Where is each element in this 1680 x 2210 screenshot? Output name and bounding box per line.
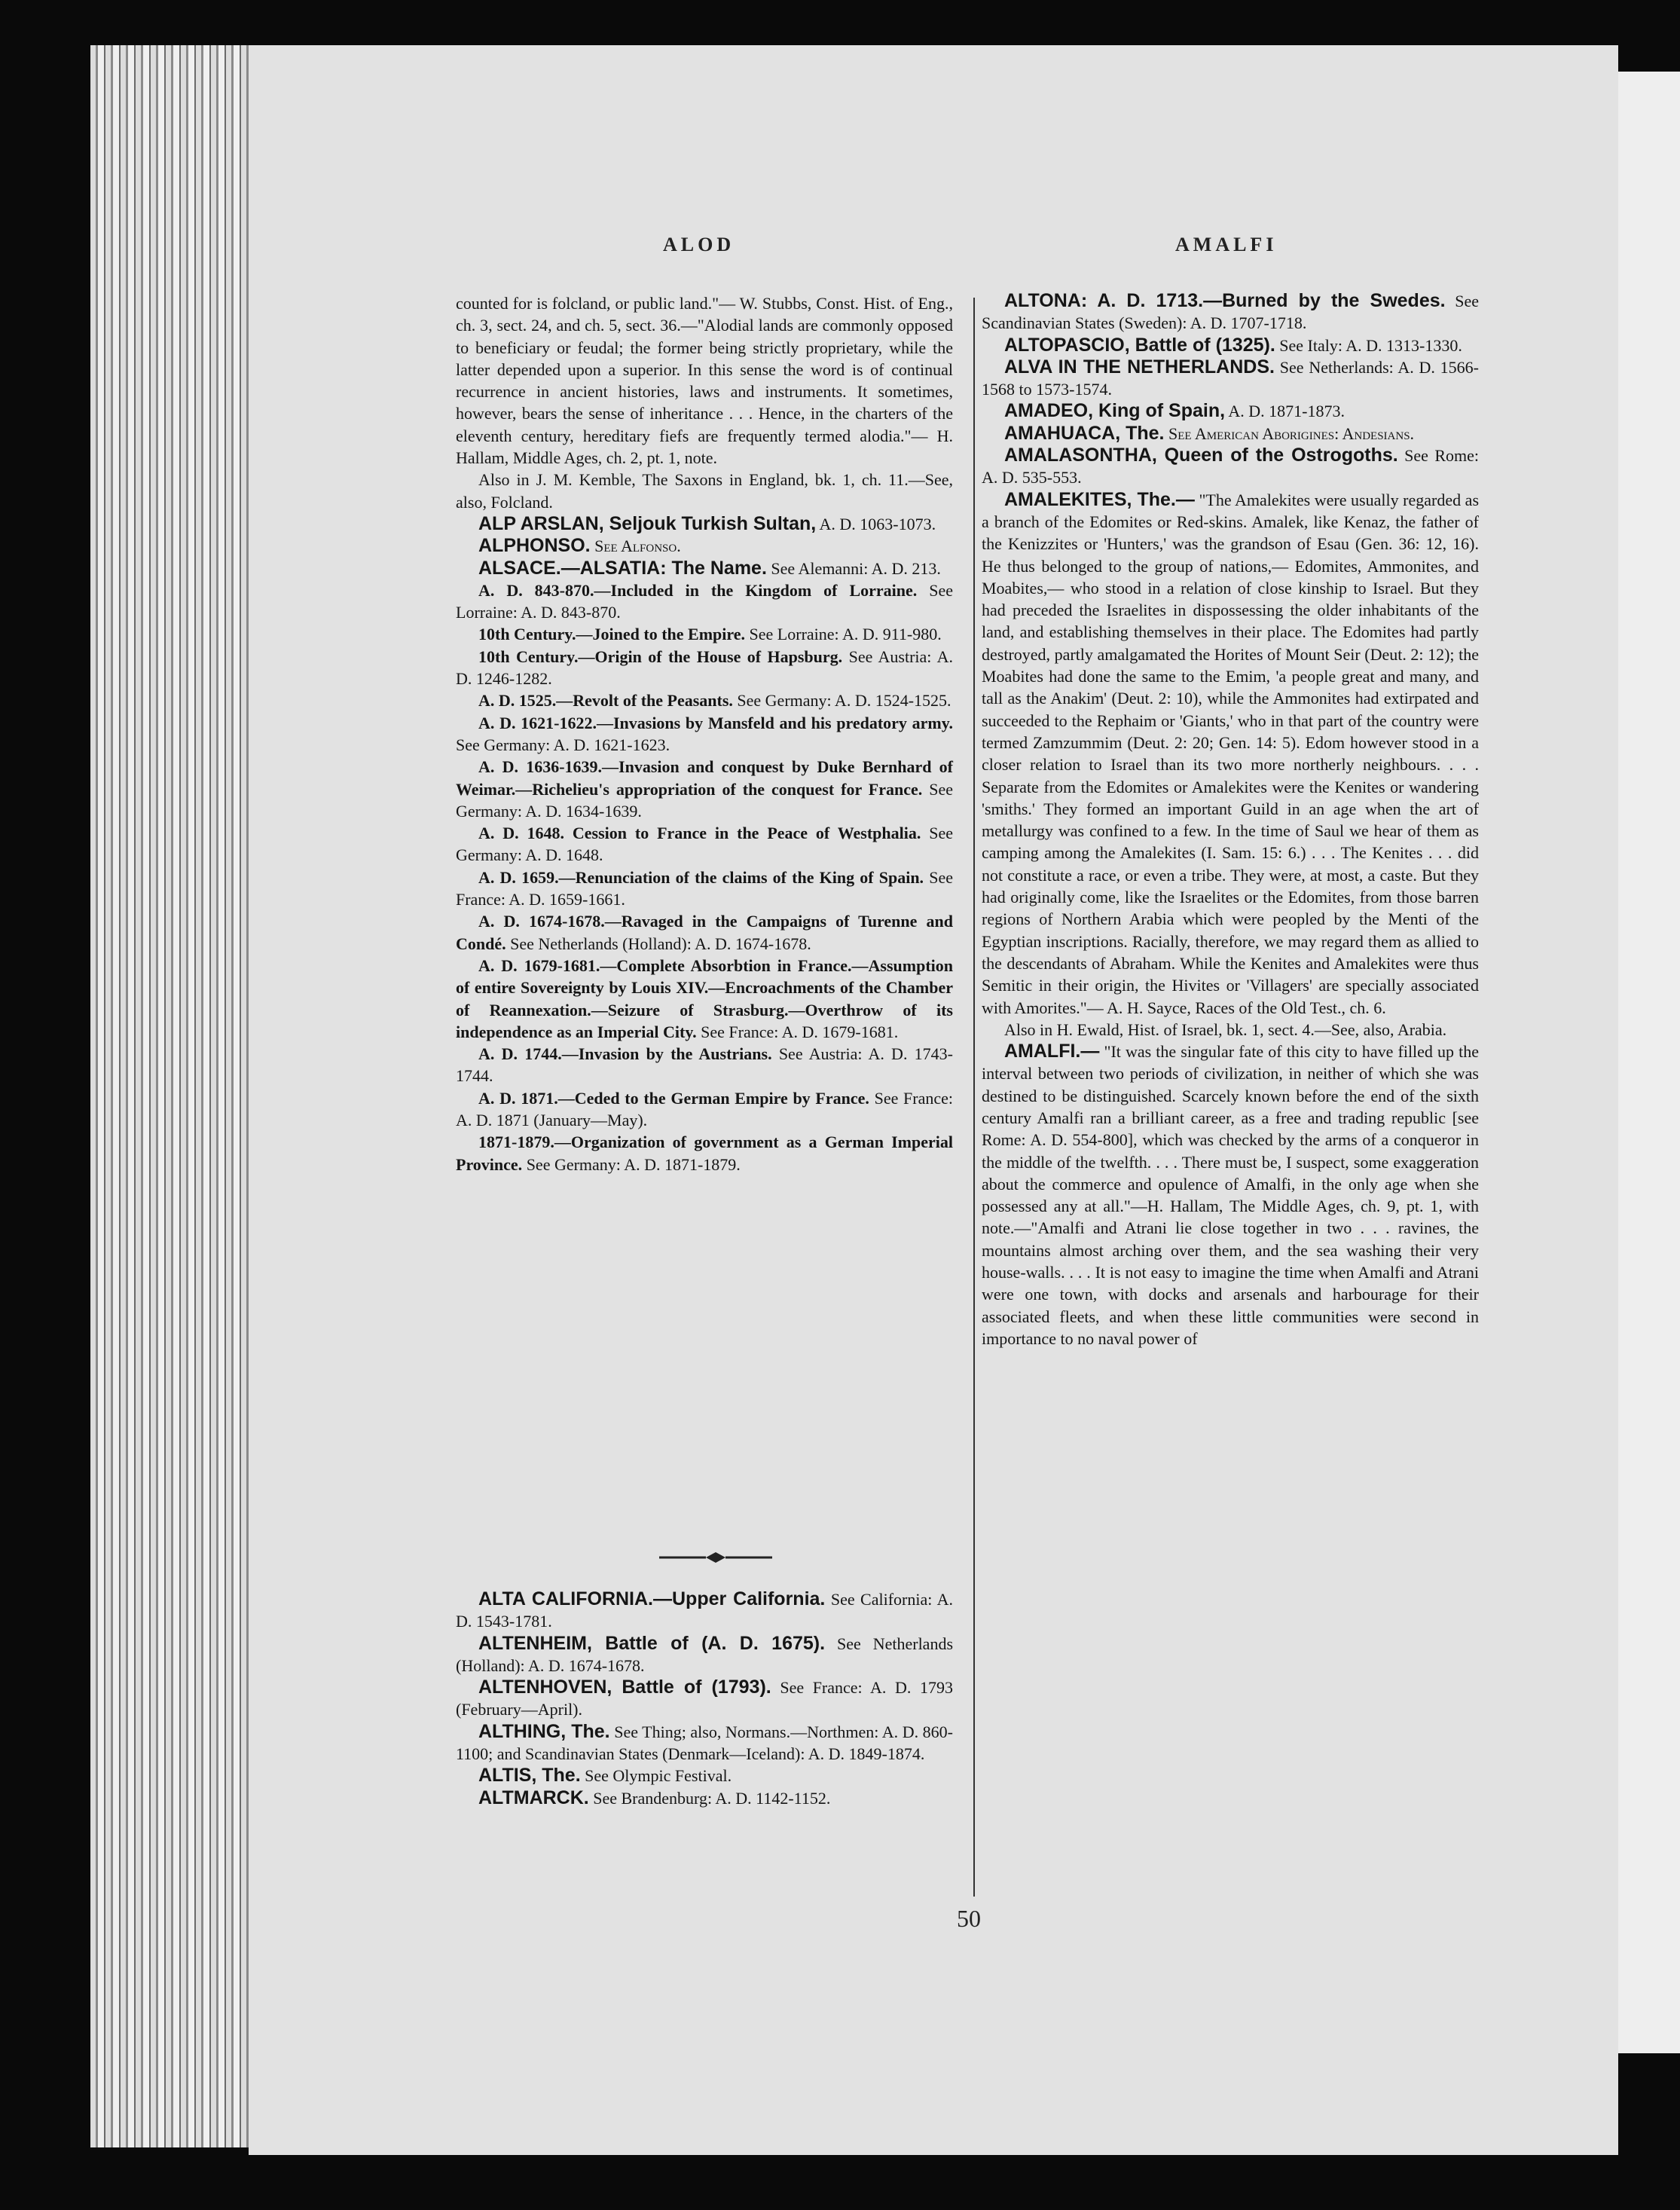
entry-text: See Germany: A. D. 1648. <box>456 824 953 865</box>
entry-text: counted for is folcland, or public land."— W. Stubbs, Const. Hist. of Eng., ch. 3, sect. 24, and ch. 5, sect. 36.—"Alodial lands are commonly opposed to beneficiary or feudal; the former being strictly proprietary, while the latter depended upon a superior. In this sense the word is of continual recurrence in ancient histories, laws and instruments. It sometimes, however, bears the sense of inheritance . . . Hence, in the charters of the eleventh century, hereditary fiefs are frequently termed alodia."— H. Hallam, Middle Ages, ch. 2, pt. 1, note. <box>456 294 953 468</box>
entry <box>456 1765 953 1787</box>
running-head-left: ALOD <box>663 234 735 255</box>
entry <box>982 400 1479 422</box>
entry-headword: ALTENHEIM, Battle of (A. D. 1675). <box>478 1632 826 1654</box>
entry-headword: ALTIS, The. <box>478 1765 581 1787</box>
entry-text: See California: A. D. 1543-1781. <box>456 1590 953 1631</box>
entry-text: See Netherlands (Holland): A. D. 1674-1678. <box>456 1634 954 1675</box>
entry-text: See Alemanni: A. D. 213. <box>771 558 941 578</box>
entry-text: A. D. 1063-1073. <box>819 514 936 533</box>
entry <box>456 1677 953 1721</box>
entry-text: See Netherlands: A. D. 1566-1568 to 1573-1574. <box>982 357 1480 399</box>
entry <box>982 356 1479 401</box>
entry-text: Also in H. Ewald, Hist. of Israel, bk. 1, sect. 4.—See, also, Arabia. <box>1004 1019 1447 1039</box>
entry-subhead: 10th Century.—Origin of the House of Hapsburg. <box>478 646 843 666</box>
entry-subhead: A. D. 1674-1678.—Ravaged in the Campaigns of Turenne and Condé. <box>456 912 953 953</box>
entry-text: See Rome: A. D. 535-553. <box>982 446 1479 488</box>
page-edge-stack <box>90 45 256 2147</box>
entry-subhead: A. D. 1636-1639.—Invasion and conquest by Duke Bernhard of Weimar.—Richelieu's appropriation of the conquest for France. <box>456 757 953 799</box>
entry-paragraph <box>456 292 953 469</box>
entry-headword: ALTMARCK. <box>478 1787 589 1808</box>
entry-text: See France: A. D. 1659-1661. <box>456 867 953 909</box>
entry <box>456 1787 953 1809</box>
entry-text: See Thing; also, Normans.—Northmen: A. D. 860-1100; and Scandinavian States (Denmark—Iceland): A. D. 1849-1874. <box>456 1722 954 1764</box>
entry <box>982 290 1479 335</box>
entry-text: See Lorraine: A. D. 911-980. <box>749 625 942 644</box>
running-head-right: AMALFI <box>1175 234 1278 255</box>
entry <box>456 1633 953 1677</box>
entry-headword: AMALASONTHA, Queen of the Ostrogoths. <box>1004 445 1398 466</box>
entry-text: A. D. 1871-1873. <box>1228 402 1345 421</box>
entry-text: "It was the singular fate of this city to have filled up the interval between two periods of civilization, in neither of which she was destined to be distinguished. Scarcely known before the end of the sixth century Amalfi ran a brilliant career, as a free and trading republic [see Rome: A. D. 554-800], which was checked by the arms of a conqueror in the middle of the twelfth. . . . There must be, I suspect, some exaggeration about the commerce and opulence of Amalfi, in the only age when she possessed any at all."—H. Hallam, The Middle Ages, ch. 9, pt. 1, with note.—"Amalfi and Atrani lie close together in two . . . ravines, the mountains almost arching over them, and the sea washing their very house-walls. . . . It is not easy to imagine the time when Amalfi and Atrani were one town, with docks and arsenals and harbourage for their associated fleets, and when these little communities were second in importance to no naval power of <box>982 1042 1479 1348</box>
entry-text: See Germany: A. D. 1871-1879. <box>526 1154 741 1174</box>
entry <box>456 1043 953 1087</box>
entry-subhead: A. D. 1871.—Ceded to the German Empire by France. <box>478 1088 869 1108</box>
entry-subhead: A. D. 1679-1681.—Complete Absorbtion in France.—Assumption of entire Sovereignty by Louis XIV.—Encroachments of the Chamber of Reannexation.—Seizure of Strasburg.—Overthrow of its independence as an Imperial City. <box>456 955 953 1041</box>
entry-text: See France: A. D. 1679-1681. <box>701 1022 899 1041</box>
entry <box>982 1041 1479 1350</box>
entry-subhead: 10th Century.—Joined to the Empire. <box>478 625 746 644</box>
entry <box>456 535 953 557</box>
left-column <box>456 292 953 1175</box>
facing-page-edge <box>1618 72 1680 2053</box>
entry <box>982 445 1479 489</box>
entry <box>456 910 953 955</box>
entry-headword: ALVA IN THE NETHERLANDS. <box>1004 356 1275 378</box>
entry-text: See American Aborigines: Andesians. <box>1168 423 1415 443</box>
entry-subhead: A. D. 1621-1622.—Invasions by Mansfeld and his predatory army. <box>478 713 953 732</box>
entry-headword: ALTHING, The. <box>478 1720 610 1742</box>
entry <box>456 579 953 624</box>
entry-subhead: A. D. 1525.—Revolt of the Peasants. <box>478 691 733 711</box>
entry <box>456 1131 953 1175</box>
entry-text: See Alfonso. <box>594 536 681 556</box>
entry-subhead: A. D. 843-870.—Included in the Kingdom of Lorraine. <box>478 580 918 600</box>
entry <box>456 1721 953 1765</box>
entry <box>456 867 953 911</box>
entry <box>982 423 1479 445</box>
entry-headword: ALPHONSO. <box>478 535 591 557</box>
entry-headword: ALTONA: A. D. 1713.—Burned by the Swedes. <box>1004 290 1446 311</box>
entry-text: See Austria: A. D. 1246-1282. <box>456 646 953 689</box>
page-number: 50 <box>957 1905 981 1932</box>
entry-headword: ALTA CALIFORNIA.—Upper California. <box>478 1588 826 1609</box>
entry-text: See Netherlands (Holland): A. D. 1674-1678. <box>510 934 811 953</box>
entry-text: See Scandinavian States (Sweden): A. D. 1707-1718. <box>982 292 1480 333</box>
entry-headword: ALP ARSLAN, Seljouk Turkish Sultan, <box>478 512 817 534</box>
entry-subhead: A. D. 1659.—Renunciation of the claims of the King of Spain. <box>478 867 924 887</box>
entry-text: Also in J. M. Kemble, The Saxons in England, bk. 1, ch. 11.—See, also, Folcland. <box>456 470 953 512</box>
entry-headword: ALSACE.—ALSATIA: The Name. <box>478 557 767 579</box>
entry-headword: ALTOPASCIO, Battle of (1325). <box>1004 334 1275 356</box>
entry-headword: AMALEKITES, The.— <box>1004 488 1195 510</box>
entry-text: See France: A. D. 1871 (January—May). <box>456 1088 954 1129</box>
entry-headword: ALTENHOVEN, Battle of (1793). <box>478 1677 771 1698</box>
entry-text: See Germany: A. D. 1621-1623. <box>456 735 670 754</box>
entry-text: See Olympic Festival. <box>585 1766 732 1786</box>
entry-subhead: A. D. 1744.—Invasion by the Austrians. <box>478 1044 772 1064</box>
entry-paragraph <box>456 469 953 513</box>
entry-text: See Germany: A. D. 1524-1525. <box>737 691 951 711</box>
entry-headword: AMAHUACA, The. <box>1004 422 1165 444</box>
entry-text: "The Amalekites were usually regarded as a branch of the Edomites or Red-skins. Amalek, like Kenaz, the father of the Kenizzites or 'Hunters,' was the grandson of Esau (Gen. 36: 12, 16). He thus belonged to the group of nations,— Edomites, Ammonites, and Moabites,— who stood in a relation of close kinship to Israel. But they had preceded the Israelites in dispossessing the older inhabitants of the land, and establishing themselves in their place. The Edomites had partly destroyed, partly amalgamated the Horites of Mount Seir (Deut. 2: 12); the Moabites had done the same to the Emim, 'a people great and many, and tall as the Anakim' (Deut. 2: 10), while the Ammonites had extirpated and succeeded to the Rephaim or 'Giants,' who in that part of the country were termed Zamzummim (Deut. 2: 20; Gen. 14: 5). Edom however stood in a closer relation to Israel than its two more northerly neighbours. . . . Separate from the Edomites or Amalekites were the Kenites or wandering 'smiths.' They formed an important Guild in an age when the art of metallurgy was confined to a few. In the time of Saul we hear of them as camping among the Amalekites (I. Sam. 15: 6.) . . . The Kenites . . . did not constitute a race, or even a tribe. They were, at most, a caste. But they had originally come, like the Israelites or the Edomites, from those barren regions of Northern Arabia which were peopled by the Menti of the Egyptian inscriptions. Racially, therefore, we may regard them as allied to the descendants of Abraham. While the Kenites and Amalekites were thus Semitic in their origin, the Hivites or 'Villagers' are specially associated with Amorites."— A. H. Sayce, Races of the Old Test., ch. 6. <box>982 490 1480 1017</box>
entry <box>456 955 953 1043</box>
column-rule <box>973 298 975 1897</box>
entry-paragraph <box>982 1019 1479 1041</box>
entry-headword: AMALFI.— <box>1004 1041 1100 1062</box>
entry <box>456 689 953 711</box>
entry <box>456 623 953 645</box>
entry <box>456 558 953 579</box>
right-column <box>982 290 1479 1350</box>
entry-text: See Lorraine: A. D. 843-870. <box>456 580 954 622</box>
entry-text: See Brandenburg: A. D. 1142-1152. <box>593 1788 831 1808</box>
entry <box>456 822 953 867</box>
left-column-continued <box>456 1588 953 1809</box>
entry-subhead: 1871-1879.—Organization of government as a German Imperial Province. <box>456 1133 953 1174</box>
entry <box>456 756 953 822</box>
entry-headword: AMADEO, King of Spain, <box>1004 400 1226 422</box>
entry <box>456 1087 953 1132</box>
entry-text: See Italy: A. D. 1313-1330. <box>1279 335 1462 355</box>
entry <box>456 1588 953 1633</box>
entry-text: See France: A. D. 1793 (February—April). <box>456 1678 954 1719</box>
ornament-divider <box>659 1546 772 1569</box>
entry-subhead: A. D. 1648. Cession to France in the Peace of Westphalia. <box>478 824 921 843</box>
entry <box>982 489 1479 1019</box>
entry <box>456 646 953 690</box>
entry-text: See Austria: A. D. 1743-1744. <box>456 1044 953 1086</box>
entry <box>982 335 1479 356</box>
entry <box>456 712 953 757</box>
entry <box>456 513 953 535</box>
entry-text: See Germany: A. D. 1634-1639. <box>456 779 953 821</box>
